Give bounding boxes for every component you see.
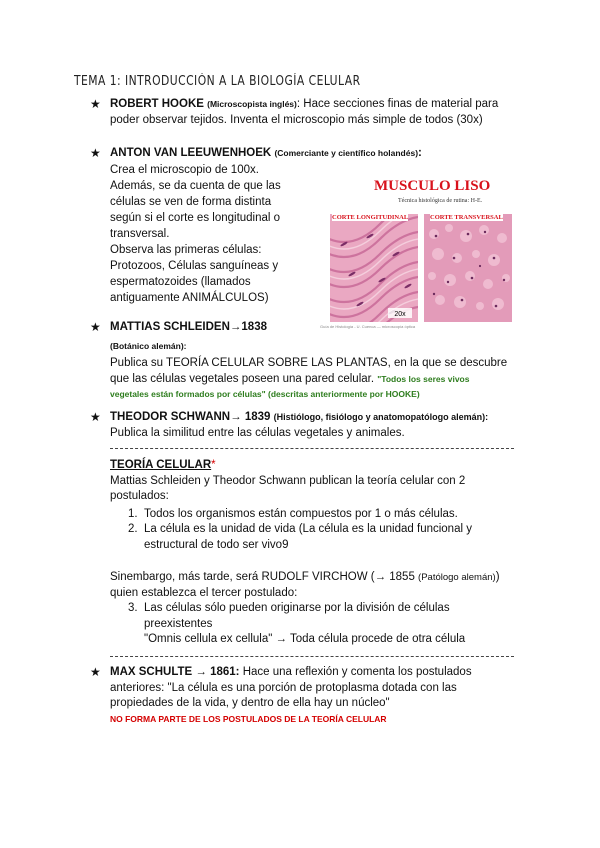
teoria-intro-2: postulados: <box>110 490 169 502</box>
transversal-section-image <box>424 214 512 322</box>
schwann-year: → 1839 <box>230 411 271 423</box>
figure-credit: Guía de Histología - U. Cuenca — microscopía óptica <box>320 324 416 329</box>
schleiden-role: (Botánico alemán): <box>110 340 187 351</box>
schwann-heading <box>110 410 530 426</box>
virchow-role: (Patólogo alemán) <box>418 572 496 583</box>
paren: ) <box>495 571 500 583</box>
schulte-note: NO FORMA PARTE DE LOS POSTULADOS DE LA TEORÍA CELULAR <box>110 713 387 724</box>
star-bullet-icon: ★ <box>90 410 101 424</box>
leeuwenhoek-role: (Comerciante y científico holandés) <box>274 148 419 158</box>
postulate-text-cont: estructural de todo ser vivo9 <box>144 538 289 551</box>
postulate-number: 2. <box>128 523 138 535</box>
hooke-role: (Microscopista inglés) <box>207 99 297 109</box>
teoria-heading: TEORÍA CELULAR <box>110 459 212 471</box>
virchow-line-2: quien establezca el tercer postulado: <box>110 586 298 599</box>
transversal-tissue-graphic <box>424 214 512 322</box>
schwann-text: Publica la similitud entre las células vegetales y animales. <box>110 426 405 439</box>
schwann-role: (Histiólogo, fisiólogo y anatomopatólogo alemán): <box>273 412 489 422</box>
leeuwenhoek-name: ANTON VAN LEEUWENHOEK <box>110 147 272 159</box>
postulate-text: La célula es la unidad de vida (La célula es la unidad funcional y <box>144 523 472 535</box>
schulte-name: MAX SCHULTE <box>110 666 193 678</box>
teoria-asterisk: * <box>211 459 216 471</box>
schleiden-text-2-line <box>110 372 520 388</box>
schleiden-quote-1: "Todos los seres vivos <box>377 373 470 384</box>
teoria-intro-1: Mattias Schleiden y Theodor Schwann publican la teoría celular con 2 <box>110 474 466 487</box>
star-bullet-icon: ★ <box>90 97 101 111</box>
schleiden-text-1: Publica su TEORÍA CELULAR SOBRE LAS PLANTAS, en la que se descubre <box>110 357 508 369</box>
postulate-text: Todos los organismos están compuestos por 1 o más células. <box>144 507 458 520</box>
leeuwenhoek-line: Además, se da cuenta de que las <box>110 179 281 192</box>
teoria-heading-line <box>110 458 530 474</box>
transversal-label: CORTE TRANSVERSAL <box>430 214 503 221</box>
postulate-item <box>110 522 530 553</box>
leeuwenhoek-line: antiguamente ANIMÁLCULOS) <box>110 291 269 304</box>
schleiden-heading <box>110 320 520 336</box>
colon: : <box>418 147 422 159</box>
hooke-text-1: : Hace secciones finas de material para <box>296 98 499 110</box>
leeuwenhoek-heading <box>110 146 520 162</box>
postulate-item <box>110 507 530 523</box>
dashed-divider <box>110 448 514 449</box>
star-bullet-icon: ★ <box>90 146 101 160</box>
magnification-badge: 20x <box>394 311 406 318</box>
virchow-line-1 <box>110 570 530 586</box>
schleiden-role-line <box>110 339 520 355</box>
leeuwenhoek-line: células se ven de forma distinta <box>110 195 272 208</box>
leeuwenhoek-line: transversal. <box>110 227 170 240</box>
hooke-text-2: poder observar tejidos. Inventa el microscopio más simple de todos (30x) <box>110 113 483 126</box>
schleiden-quote-2: vegetales están formados por células" (descritas anteriormente por HOOKE) <box>110 389 420 399</box>
leeuwenhoek-line: Crea el microscopio de 100x. <box>110 163 259 176</box>
figure-musculo-liso <box>320 176 516 329</box>
postulate-item <box>110 601 530 648</box>
leeuwenhoek-line: según si el corte es longitudinal o <box>110 211 281 224</box>
longitudinal-tissue-graphic <box>330 214 418 322</box>
star-bullet-icon: ★ <box>90 320 101 334</box>
leeuwenhoek-line: Observa las primeras células: <box>110 243 262 256</box>
virchow-text: Sinembargo, más tarde, será RUDOLF VIRCHOW (→ 1855 <box>110 571 419 583</box>
schwann-name: THEODOR SCHWANN <box>110 411 231 423</box>
schleiden-year: →1838 <box>229 321 267 333</box>
postulate-text-cont: preexistentes <box>144 617 213 630</box>
longitudinal-section-image <box>330 214 418 322</box>
schulte-line-1 <box>110 665 520 681</box>
postulate-number: 3. <box>128 602 138 614</box>
star-bullet-icon: ★ <box>90 665 101 679</box>
dashed-divider <box>110 656 514 657</box>
schleiden-text-2: que las células vegetales poseen una pared celular. <box>110 372 378 385</box>
page-title: TEMA 1: INTRODUCCIÓN A LA BIOLOGÍA CELULAR <box>74 74 361 89</box>
schulte-year: → 1861: <box>195 666 240 678</box>
schleiden-name: MATTIAS SCHLEIDEN <box>110 321 230 333</box>
leeuwenhoek-line: Protozoos, Células sanguíneas y <box>110 259 279 272</box>
postulate-text: Las células sólo pueden originarse por la división de células <box>144 602 450 614</box>
omnis-cellula-quote: "Omnis cellula ex cellula" → Toda célula procede de otra célula <box>144 633 466 645</box>
hooke-name: ROBERT HOOKE <box>110 98 204 110</box>
figure-title: MUSCULO LISO <box>374 178 491 194</box>
schulte-text-2: anteriores: "La célula es una porción de protoplasma dotada con las <box>110 681 457 694</box>
longitudinal-label: CORTE LONGITUDINAL <box>332 214 409 221</box>
hooke-line-1 <box>110 97 520 113</box>
figure-subtitle: Técnica histológica de rutina: H-E. <box>398 198 483 204</box>
leeuwenhoek-line: espermatozoides (llamados <box>110 275 251 288</box>
schulte-text-3: propiedades de la vida, y dentro de ella hay un núcleo" <box>110 697 390 709</box>
postulate-number: 1. <box>128 507 138 520</box>
schulte-text-1: Hace una reflexión y comenta los postulados <box>239 666 472 678</box>
